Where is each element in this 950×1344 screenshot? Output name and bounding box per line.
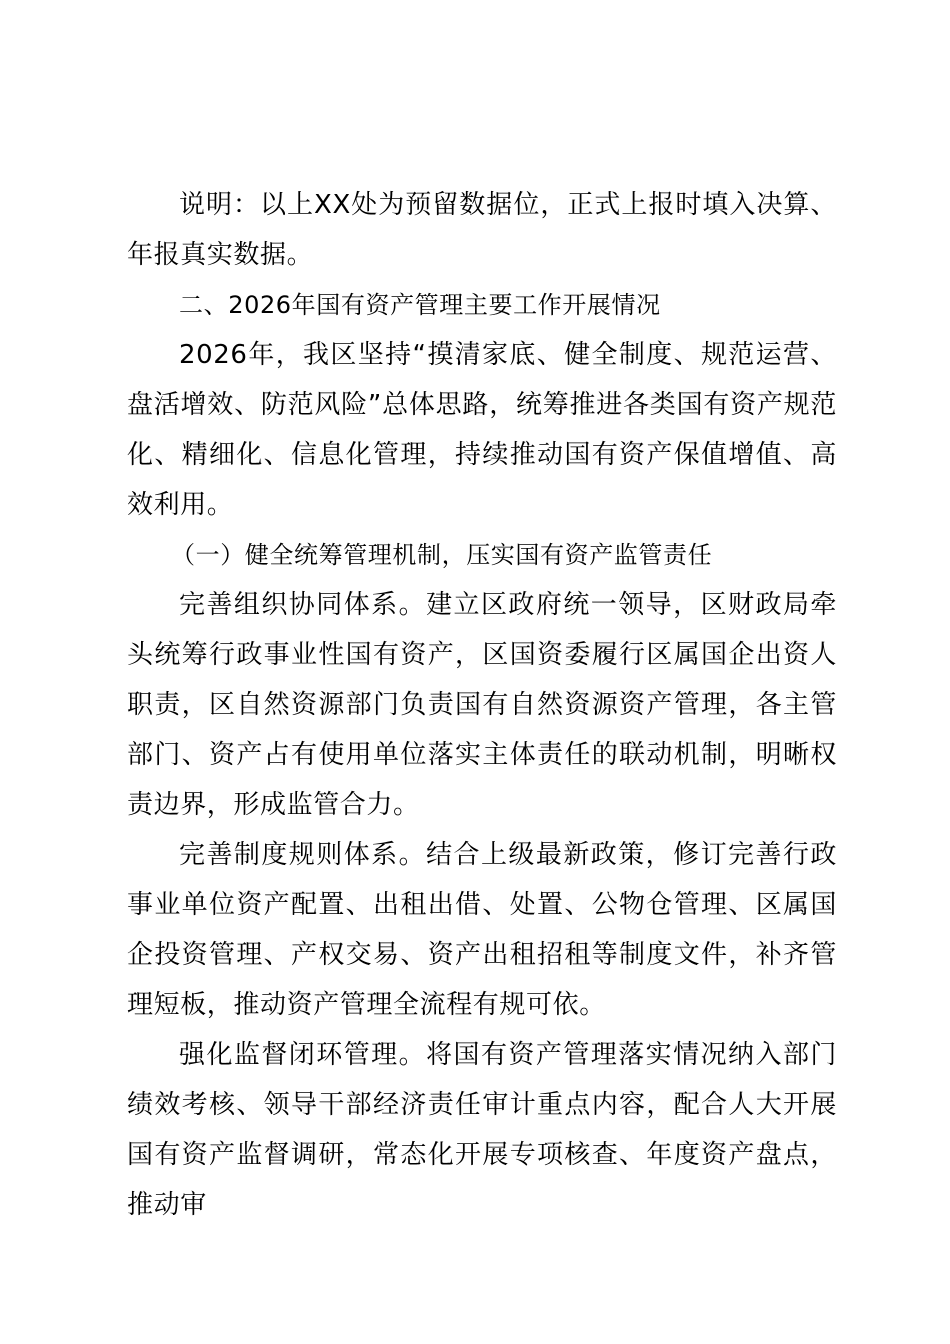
subsection-heading: （一）健全统筹管理机制，压实国有资产监管责任 bbox=[171, 541, 713, 569]
data-note-paragraph: 说明：以上XX处为预留数据位，正式上报时填入决算、年报真实数据。 bbox=[127, 190, 837, 270]
rules-paragraph: 完善制度规则体系。结合上级最新政策，修订完善行政事业单位资产配置、出租出借、处置、公物仓管理、区属国企投资管理、产权交易、资产出租招租等制度文件，补齐管理短板，推动资产管理全流程有规可依。 bbox=[127, 840, 837, 1020]
section-heading: 二、2026年国有资产管理主要工作开展情况 bbox=[179, 291, 661, 319]
organization-paragraph: 完善组织协同体系。建立区政府统一领导，区财政局牵头统筹行政事业性国有资产，区国资委履行区属国企出资人职责，区自然资源部门负责国有自然资源资产管理，各主管部门、资产占有使用单位落实主体责任的联动机制，明晰权责边界，形成监管合力。 bbox=[127, 590, 837, 820]
intro-paragraph: 2026年，我区坚持“摸清家底、健全制度、规范运营、盘活增效、防范风险”总体思路，统筹推进各类国有资产规范化、精细化、信息化管理，持续推动国有资产保值增值、高效利用。 bbox=[127, 340, 837, 520]
supervision-paragraph: 强化监督闭环管理。将国有资产管理落实情况纳入部门绩效考核、领导干部经济责任审计重点内容，配合人大开展国有资产监督调研，常态化开展专项核查、年度资产盘点，推动审 bbox=[127, 1040, 837, 1220]
